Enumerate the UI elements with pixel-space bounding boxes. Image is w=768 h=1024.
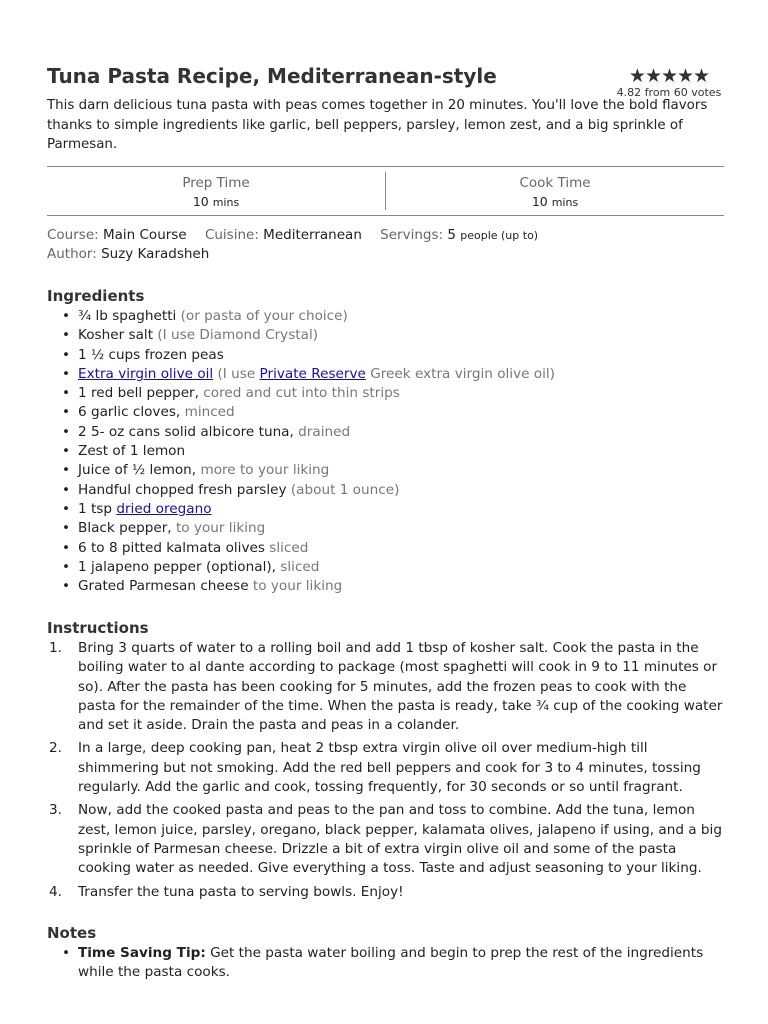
cook-time	[385, 172, 724, 210]
cook-time-value: 10 mins	[531, 194, 579, 209]
private-reserve-link[interactable]: Private Reserve	[259, 365, 366, 382]
rating-votes: 4.82 from 60 votes	[616, 86, 722, 99]
course-label: Course:	[47, 227, 99, 243]
cook-time-label: Cook Time	[519, 175, 591, 191]
star-rating-icons[interactable]: ★★★★★	[628, 65, 710, 87]
bullet-icon: •	[62, 365, 71, 382]
recipe-title: Tuna Pasta Recipe, Mediterranean-style	[47, 64, 497, 88]
bullet-icon: •	[62, 481, 71, 498]
olive-oil-link[interactable]: Extra virgin olive oil	[78, 365, 214, 382]
list-item: • Zest of 1 lemon	[47, 442, 724, 461]
list-item: • Juice of ½ lemon, more to your liking	[47, 461, 724, 480]
servings-value[interactable]: 5	[447, 227, 456, 243]
bullet-icon: •	[62, 308, 71, 324]
list-item: • Handful chopped fresh parsley (about 1 ounce)	[47, 481, 724, 500]
list-item: • ¾ lb spaghetti (or pasta of your choice)	[47, 307, 724, 326]
bullet-icon: •	[62, 327, 71, 344]
meta-row-2	[47, 245, 538, 264]
cuisine-label: Cuisine:	[204, 227, 259, 243]
list-item: • Grated Parmesan cheese to your liking	[47, 577, 724, 596]
bullet-icon: •	[62, 500, 71, 517]
prep-time-value: 10 mins	[192, 194, 240, 209]
recipe-summary: This darn delicious tuna pasta with peas comes together in 20 minutes. You'll love the bold flavors thanks to simple ingredients like garlic, bell peppers, parsley, lemon zest, and a big sprinkle of Parmesan.	[47, 98, 708, 152]
recipe-times	[47, 166, 724, 216]
list-item: • 1 red bell pepper, cored and cut into thin strips	[47, 384, 724, 403]
bullet-icon: •	[62, 462, 71, 479]
ingredients-list	[47, 307, 724, 596]
bullet-icon: •	[62, 539, 71, 556]
course-value: Main Course	[102, 227, 187, 243]
ingredients-heading: Ingredients	[47, 287, 145, 305]
instructions-heading: Instructions	[47, 619, 149, 637]
recipe-rating[interactable]	[614, 66, 724, 100]
author-label: Author:	[47, 246, 97, 262]
meta-row-1	[47, 226, 538, 245]
bullet-icon: •	[62, 945, 71, 961]
servings-unit: people (up to)	[460, 229, 539, 242]
prep-time-label: Prep Time	[182, 175, 250, 191]
list-item: • 1 ½ cups frozen peas	[47, 346, 724, 365]
notes-list	[47, 944, 724, 983]
notes-heading: Notes	[47, 924, 97, 942]
list-item: • Black pepper, to your liking	[47, 519, 724, 538]
note-item: • Time Saving Tip: Get the pasta water boiling and begin to prep the rest of the ingredients while the pasta cooks.	[62, 945, 704, 981]
list-item: • 6 to 8 pitted kalmata olives sliced	[47, 539, 724, 558]
bullet-icon: •	[62, 385, 71, 402]
list-item: • Extra virgin olive oil (I use Private Reserve Greek extra virgin olive oil)	[47, 365, 724, 384]
list-item: • 1 jalapeno pepper (optional), sliced	[47, 558, 724, 577]
list-item: • Kosher salt (I use Diamond Crystal)	[47, 326, 724, 345]
list-item: • 2 5- oz cans solid albicore tuna, drained	[47, 423, 724, 442]
bullet-icon: •	[62, 423, 71, 440]
instruction-step: 1. Bring 3 quarts of water to a rolling boil and add 1 tbsp of kosher salt. Cook the pasta in the boiling water to al dante according to package (most spaghetti will cook in 9 to 11 minutes or so). After the pasta has been cooking for 5 minutes, add the frozen peas to cook with the pasta for the remainder of the time. When the pasta is ready, take ¾ cup of the cooking water and set it aside. Drain the pasta and peas in a colander.	[49, 640, 723, 734]
list-item: • 6 garlic cloves, minced	[47, 403, 724, 422]
bullet-icon: •	[62, 520, 71, 537]
instruction-step: 3. Now, add the cooked pasta and peas to the pan and toss to combine. Add the tuna, lemon zest, lemon juice, parsley, oregano, black pepper, kalamata olives, jalapeno if using, and a big sprinkle of Parmesan cheese. Drizzle a bit of extra virgin olive oil and some of the pasta cooking water as needed. Give everything a toss. Taste and adjust seasoning to your liking.	[49, 802, 722, 877]
bullet-icon: •	[62, 443, 71, 460]
recipe-meta	[47, 226, 538, 264]
servings-label: Servings:	[380, 227, 444, 243]
author-value: Suzy Karadsheh	[101, 246, 210, 262]
list-item: • 1 tsp dried oregano	[47, 500, 724, 519]
dried-oregano-link[interactable]: dried oregano	[116, 500, 212, 517]
bullet-icon: •	[62, 404, 71, 421]
prep-time	[47, 167, 385, 215]
instruction-step: 4. Transfer the tuna pasta to serving bowls. Enjoy!	[49, 883, 404, 900]
instructions-list	[47, 639, 724, 906]
bullet-icon: •	[62, 558, 71, 575]
bullet-icon: •	[62, 578, 71, 595]
bullet-icon: •	[62, 346, 71, 363]
cuisine-value: Mediterranean	[263, 227, 362, 243]
instruction-step: 2. In a large, deep cooking pan, heat 2 tbsp extra virgin olive oil over medium-high till shimmering but not smoking. Add the red bell peppers and cook for 3 to 4 minutes, tossing regularly. Add the garlic and cook, tossing frequently, for 30 seconds or so until fragrant.	[49, 740, 701, 796]
